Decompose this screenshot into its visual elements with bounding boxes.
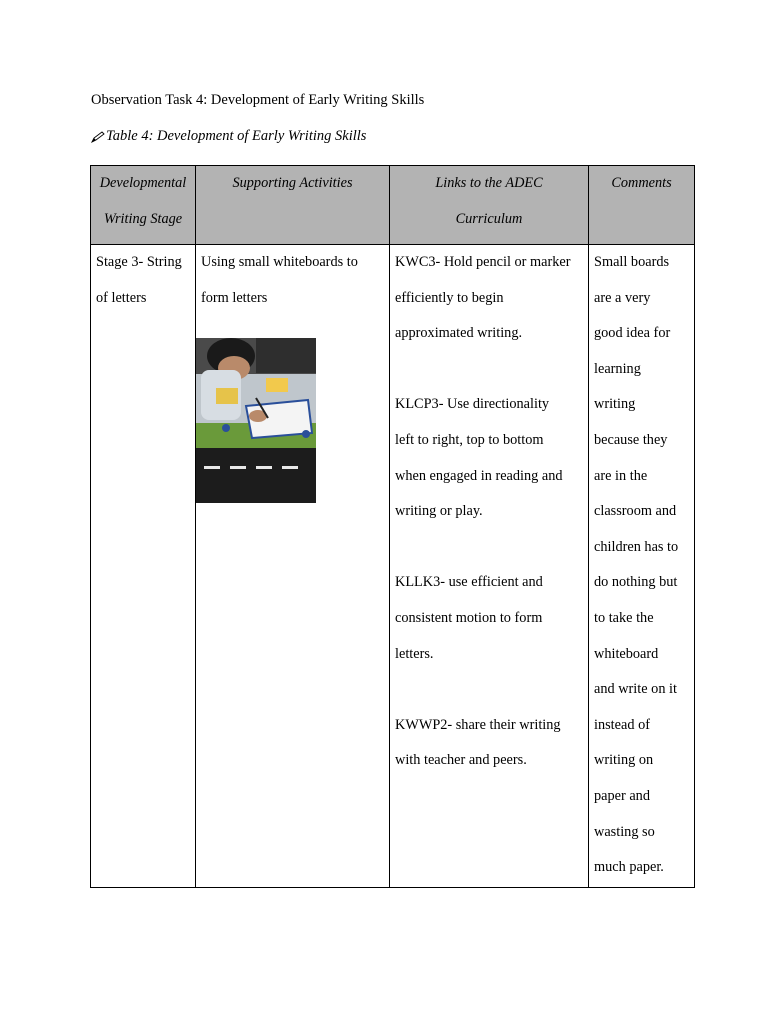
header-comments: Comments [589, 166, 695, 245]
header-supporting-activities: Supporting Activities [196, 166, 390, 245]
header-writing-stage: Developmental Writing Stage [91, 166, 196, 245]
pencil-icon [91, 131, 105, 143]
table-caption [91, 128, 366, 145]
cell-supporting-activities: Using small whiteboards to form letters [196, 245, 390, 888]
cell-adec-links: KWC3- Hold pencil or marker efficiently to begin approximated writing. KLCP3- Use directionality left to right, top to bottom when engaged in reading and writing or play. KLLK3- use efficient and consistent motion to form letters. KWWP2- share their writing with teacher and peers. [390, 245, 589, 888]
header-adec-links: Links to the ADEC Curriculum [390, 166, 589, 245]
page-title: Observation Task 4: Development of Early Writing Skills [91, 92, 425, 108]
table-row [91, 245, 695, 888]
writing-skills-table [90, 165, 695, 888]
cell-comments: Small boards are a very good idea for learning writing because they are in the classroom and children has to do nothing but to take the whiteboard and write on it instead of writing on paper and wasting so much paper. [589, 245, 695, 888]
cell-writing-stage: Stage 3- String of letters [91, 245, 196, 888]
table-caption-text: Table 4: Development of Early Writing Skills [106, 128, 367, 144]
table-header-row [91, 166, 695, 245]
child-writing-photo [196, 338, 316, 503]
